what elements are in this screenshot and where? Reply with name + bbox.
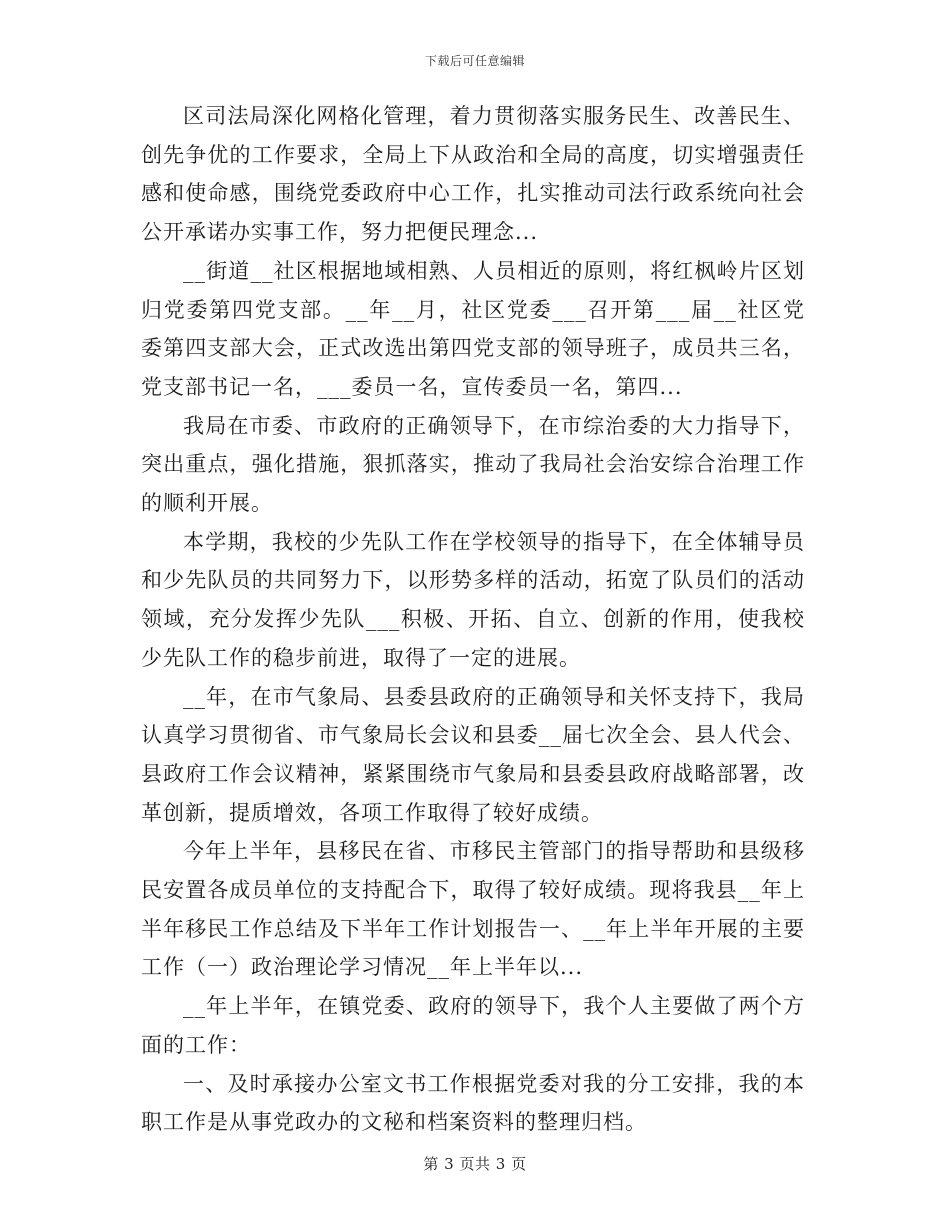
- paragraph-6: 今年上半年，县移民在省、市移民主管部门的指导帮助和县级移民安置各成员单位的支持配合下，取得了较好成绩。现将我县__年上半年移民工作总结及下半年工作计划报告一、__年上半年开展的主要工作（一）政治理论学习情况__年上半年以...: [141, 839, 805, 980]
- paragraph-8: 一、及时承接办公室文书工作根据党委对我的分工安排，我的本职工作是从事党政办的文秘和档案资料的整理归档。: [141, 1071, 805, 1135]
- paragraph-7: __年上半年，在镇党委、政府的领导下，我个人主要做了两个方面的工作：: [141, 994, 805, 1057]
- page-footer: 第 3 页共 3 页: [423, 1155, 527, 1173]
- paragraph-2: __街道__社区根据地域相熟、人员相近的原则，将红枫岭片区划归党委第四党支部。__年__月，社区党委___召开第___届__社区党委第四支部大会，正式改选出第四党支部的领导班子，成员共三名，党支部书记一名，___委员一名，宣传委员一名，第四...: [141, 258, 805, 399]
- paragraph-1: 区司法局深化网格化管理，着力贯彻落实服务民生、改善民生、创先争优的工作要求，全局上下从政治和全局的高度，切实增强责任感和使命感，围绕党委政府中心工作，扎实推动司法行政系统向社会公开承诺办实事工作，努力把便民理念...: [141, 104, 805, 245]
- page-header: 下载后可任意编辑: [424, 54, 525, 68]
- document-body: [141, 97, 805, 1142]
- paragraph-5: __年，在市气象局、县委县政府的正确领导和关怀支持下，我局认真学习贯彻省、市气象局长会议和县委__届七次全会、县人代会、县政府工作会议精神，紧紧围绕市气象局和县委县政府战略部署，改革创新，提质增效，各项工作取得了较好成绩。: [141, 684, 805, 825]
- paragraph-4: 本学期，我校的少先队工作在学校领导的指导下，在全体辅导员和少先队员的共同努力下，以形势多样的活动，拓宽了队员们的活动领域，充分发挥少先队___积极、开拓、自立、创新的作用，使我校少先队工作的稳步前进，取得了一定的进展。: [141, 529, 805, 670]
- paragraph-3: 我局在市委、市政府的正确领导下，在市综治委的大力指导下，突出重点，强化措施，狠抓落实，推动了我局社会治安综合治理工作的顺利开展。: [141, 413, 805, 516]
